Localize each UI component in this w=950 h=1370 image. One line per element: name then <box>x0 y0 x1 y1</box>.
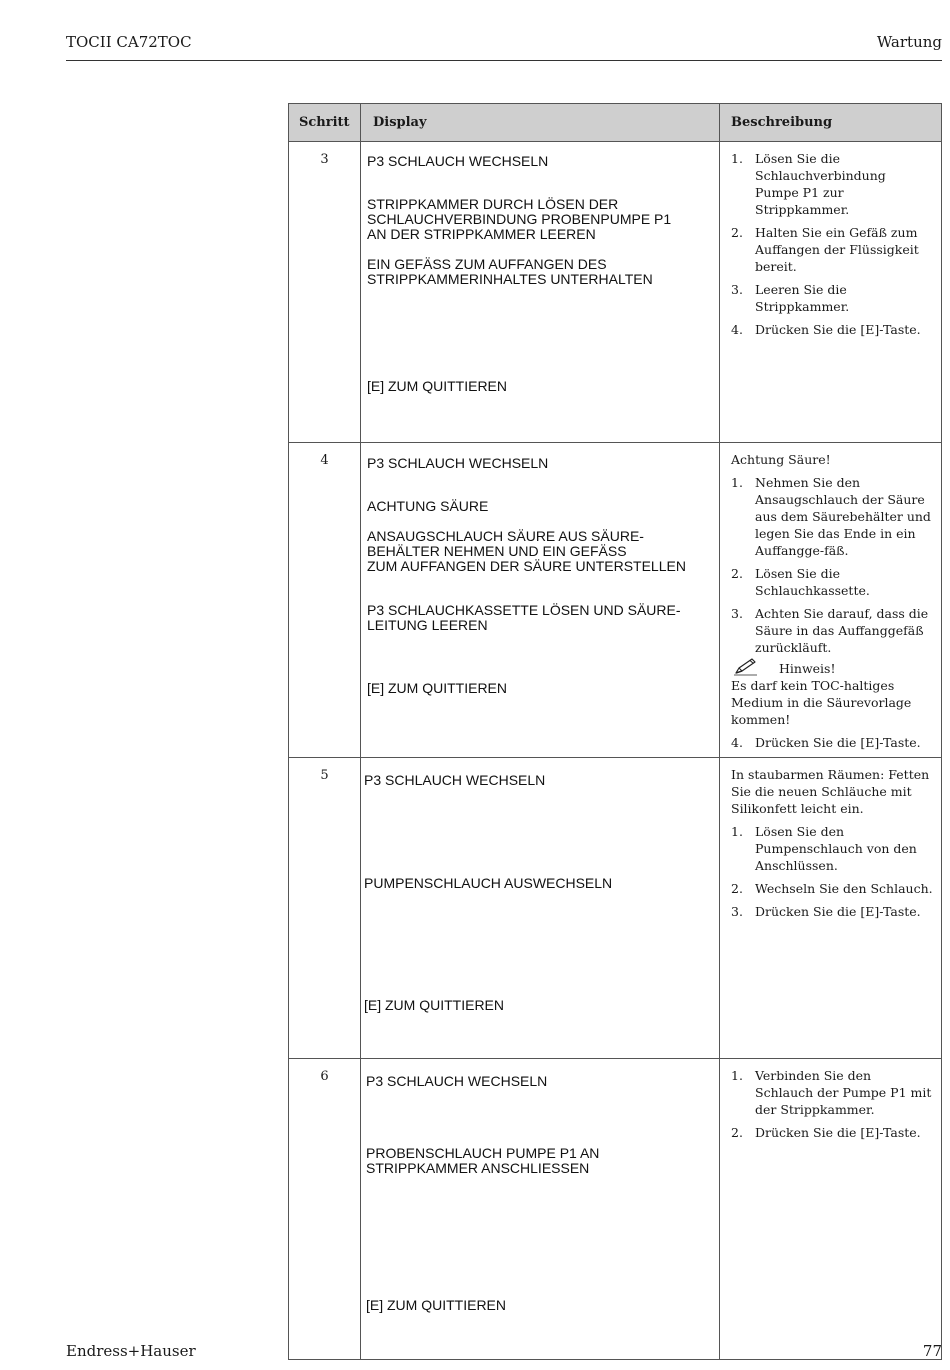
hint-title: Hinweis! <box>779 661 836 676</box>
display-text <box>361 443 720 758</box>
description-cell <box>720 443 942 758</box>
display-line: ANSAUGSCHLAUCH SÄURE AUS SÄURE- <box>367 528 644 544</box>
page-number: 77 <box>922 1342 942 1360</box>
list-item: 2. Drücken Sie die [E]-Taste. <box>731 1125 921 1140</box>
description-cell <box>720 758 942 1059</box>
instruction-list <box>731 474 933 656</box>
display-line: SCHLAUCHVERBINDUNG PROBENPUMPE P1 <box>367 211 672 227</box>
list-item: 1. Verbinden Sie den Schlauch der Pumpe P1 mit der Strippkammer. <box>731 1068 932 1117</box>
hint-box <box>731 660 933 728</box>
list-item: 2. Wechseln Sie den Schlauch. <box>731 881 933 896</box>
list-item: 4. Drücken Sie die [E]-Taste. <box>731 322 921 337</box>
display-text <box>361 758 720 1059</box>
list-item: 3. Drücken Sie die [E]-Taste. <box>731 904 921 919</box>
instruction-list <box>731 1067 933 1141</box>
display-line: PROBENSCHLAUCH PUMPE P1 AN <box>366 1145 600 1161</box>
display-line: P3 SCHLAUCH WECHSELN <box>367 153 549 169</box>
display-line: P3 SCHLAUCH WECHSELN <box>367 455 549 471</box>
instruction-list <box>731 150 933 338</box>
section-title: Wartung <box>876 33 942 51</box>
display-line: ACHTUNG SÄURE <box>367 498 489 514</box>
list-item: 2. Lösen Sie die Schlauchkassette. <box>731 566 870 598</box>
display-line: STRIPPKAMMER DURCH LÖSEN DER <box>367 196 619 212</box>
step-number: 6 <box>289 1059 361 1360</box>
steps-table <box>288 103 942 1360</box>
step-number: 4 <box>289 443 361 758</box>
list-item: 4. Drücken Sie die [E]-Taste. <box>731 735 921 750</box>
list-item: 2. Halten Sie ein Gefäß zum Auffangen der Flüssigkeit bereit. <box>731 225 919 274</box>
table-row <box>289 142 942 443</box>
display-line: PUMPENSCHLAUCH AUSWECHSELN <box>364 875 613 891</box>
display-line: P3 SCHLAUCH WECHSELN <box>366 1073 548 1089</box>
pencil-icon <box>733 658 759 676</box>
hint-text: Es darf kein TOC-haltiges Medium in die Säurevorlage kommen! <box>731 678 912 727</box>
step-number: 3 <box>289 142 361 443</box>
list-item: 1. Lösen Sie die Schlauchverbindung Pumpe P1 zur Strippkammer. <box>731 151 886 217</box>
display-line: LEITUNG LEEREN <box>367 617 488 633</box>
description-intro: In staubarmen Räumen: Fetten Sie die neuen Schläuche mit Silikonfett leicht ein. <box>731 767 930 816</box>
display-line: EIN GEFÄSS ZUM AUFFANGEN DES <box>367 256 607 272</box>
display-line: STRIPPKAMMER ANSCHLIESSEN <box>366 1160 590 1176</box>
display-text <box>361 142 720 443</box>
table-row <box>289 443 942 758</box>
column-header-step: Schritt <box>289 104 361 142</box>
display-confirm-line: [E] ZUM QUITTIEREN <box>366 1297 506 1313</box>
display-confirm-line: [E] ZUM QUITTIEREN <box>367 680 507 696</box>
table-header-row <box>289 104 942 142</box>
instruction-list <box>731 734 933 751</box>
display-text <box>361 1059 720 1360</box>
display-confirm-line: [E] ZUM QUITTIEREN <box>367 378 507 394</box>
display-line: AN DER STRIPPKAMMER LEEREN <box>367 226 596 242</box>
footer-brand: Endress+Hauser <box>66 1342 196 1360</box>
column-header-description: Beschreibung <box>720 104 942 142</box>
display-confirm-line: [E] ZUM QUITTIEREN <box>364 997 504 1013</box>
list-item: 3. Leeren Sie die Strippkammer. <box>731 282 850 314</box>
display-line: P3 SCHLAUCH WECHSELN <box>364 772 546 788</box>
display-line: ZUM AUFFANGEN DER SÄURE UNTERSTELLEN <box>367 558 686 574</box>
display-line: STRIPPKAMMERINHALTES UNTERHALTEN <box>367 271 653 287</box>
description-cell <box>720 142 942 443</box>
description-cell <box>720 1059 942 1360</box>
step-number: 5 <box>289 758 361 1059</box>
warning-intro: Achtung Säure! <box>731 452 831 467</box>
header-rule <box>66 60 942 61</box>
table-row <box>289 758 942 1059</box>
table-row <box>289 1059 942 1360</box>
list-item: 1. Lösen Sie den Pumpenschlauch von den Anschlüssen. <box>731 824 917 873</box>
column-header-display: Display <box>361 104 720 142</box>
list-item: 1. Nehmen Sie den Ansaugschlauch der Säure aus dem Säurebehälter und legen Sie das Ende in ein Auffangge-fäß. <box>731 475 931 558</box>
display-line: BEHÄLTER NEHMEN UND EIN GEFÄSS <box>367 543 627 559</box>
instruction-list <box>731 823 933 920</box>
document-title: TOCII CA72TOC <box>66 33 192 51</box>
display-line: P3 SCHLAUCHKASSETTE LÖSEN UND SÄURE- <box>367 602 681 618</box>
list-item: 3. Achten Sie darauf, dass die Säure in das Auffanggefäß zurückläuft. <box>731 606 929 655</box>
